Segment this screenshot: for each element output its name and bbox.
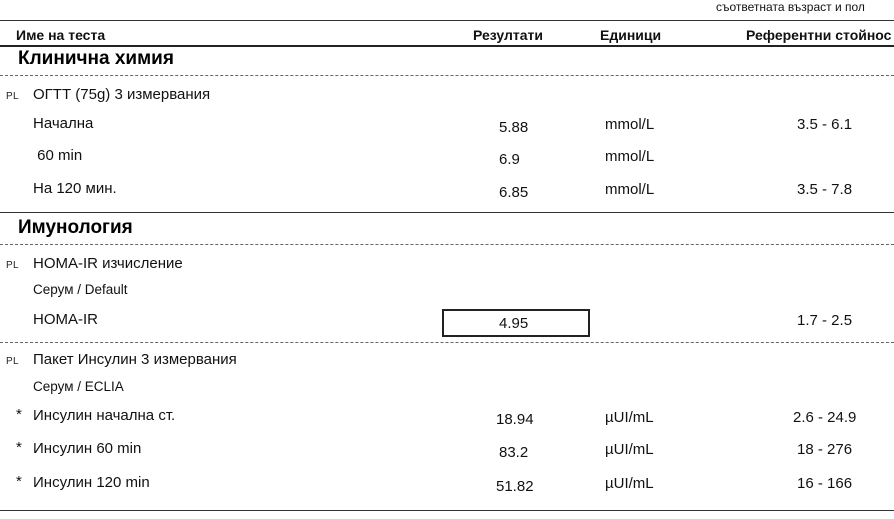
test-name: HOMA-IR: [33, 311, 98, 328]
test-unit: µUI/mL: [605, 475, 654, 492]
panel-sample: Серум / ECLIA: [33, 379, 124, 394]
test-name: Инсулин 120 min: [33, 474, 150, 491]
star-marker: *: [16, 406, 22, 423]
test-reference: 16 - 166: [797, 475, 853, 492]
col-reference: Референтни стойнос: [746, 27, 892, 43]
section-title-clinical-chemistry: Клинична химия: [18, 48, 174, 69]
test-name: 60 min: [33, 147, 83, 164]
test-name: Инсулин 60 min: [33, 440, 142, 457]
test-reference: 3.5 - 7.8: [797, 181, 853, 198]
test-result: 51.82: [496, 478, 534, 495]
panel-marker: PL: [6, 260, 19, 271]
table-bottom-line: [0, 510, 894, 511]
col-units: Единици: [600, 27, 662, 43]
header-top-line: [0, 20, 894, 21]
test-result-flagged: 4.95: [499, 315, 529, 332]
test-reference: 1.7 - 2.5: [797, 312, 853, 329]
panel-name-insulin: Пакет Инсулин 3 измервания: [33, 351, 237, 368]
panel-marker: PL: [6, 356, 19, 367]
test-unit: µUI/mL: [605, 409, 654, 426]
section-title-immunology: Имунология: [18, 217, 133, 238]
panel-divider: [0, 342, 894, 343]
test-result: 6.9: [499, 151, 520, 168]
test-unit: mmol/L: [605, 148, 655, 165]
panel-name-ogtt: ОГТТ (75g) 3 измервания: [33, 86, 211, 103]
panel-marker: PL: [6, 91, 19, 102]
test-name: Начална: [33, 115, 94, 132]
col-results: Резултати: [473, 27, 543, 43]
section-divider: [0, 75, 894, 76]
header-bottom-line: [0, 45, 894, 47]
col-test-name: Име на теста: [16, 27, 106, 43]
test-name: На 120 мин.: [33, 180, 117, 197]
test-result: 18.94: [496, 411, 534, 428]
test-reference: 3.5 - 6.1: [797, 116, 853, 133]
test-result: 83.2: [499, 444, 529, 461]
test-unit: mmol/L: [605, 116, 655, 133]
section-end-line: [0, 212, 894, 213]
test-reference: 18 - 276: [797, 441, 853, 458]
test-name: Инсулин начална ст.: [33, 407, 176, 424]
test-unit: mmol/L: [605, 181, 655, 198]
section-divider: [0, 244, 894, 245]
test-unit: µUI/mL: [605, 441, 654, 458]
panel-name-homa-ir: HOMA-IR изчисление: [33, 255, 183, 272]
test-reference: 2.6 - 24.9: [793, 409, 857, 426]
star-marker: *: [16, 473, 22, 490]
panel-sample: Серум / Default: [33, 282, 128, 297]
top-note: съответната възраст и пол: [716, 0, 865, 14]
test-result: 5.88: [499, 119, 529, 136]
star-marker: *: [16, 439, 22, 456]
test-result: 6.85: [499, 184, 529, 201]
